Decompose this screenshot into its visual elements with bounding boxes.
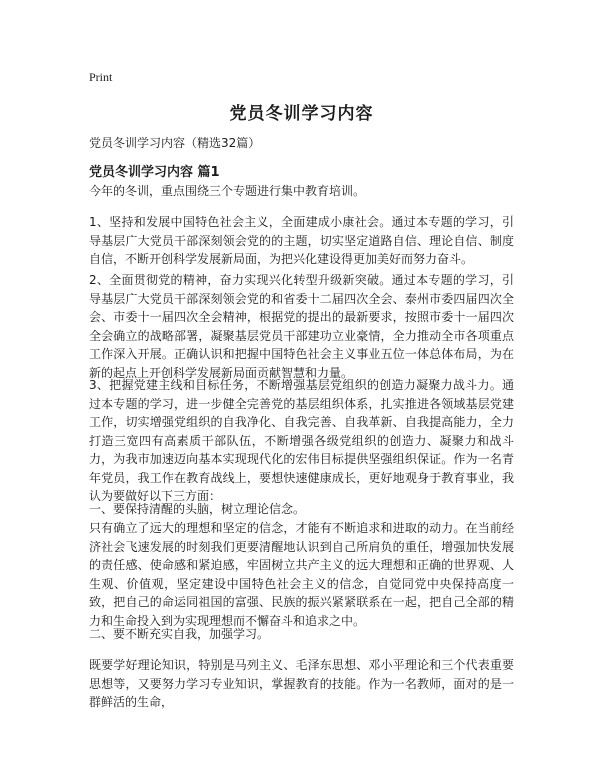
- paragraph-topic-1: 1、坚持和发展中国特色社会主义，全面建成小康社会。通过本专题的学习，引导基层广大党员干部深刻领会党的的主题，切实坚定道路自信、理论自信、制度自信，不断开创科学发展新局面，为把兴化建设得更加美好而努力奋斗。: [89, 215, 514, 266]
- section-heading: 党员冬训学习内容 篇1: [89, 165, 220, 180]
- subheading-learning: 二、要不断充实自我，加强学习。: [89, 627, 270, 641]
- paragraph-intro: 今年的冬训，重点围绕三个专题进行集中教育培训。: [89, 184, 366, 198]
- paragraph-topic-2: 2、全面贯彻党的精神，奋力实现兴化转型升级新突破。通过本专题的学习，引导基层广大党员干部深刻领会党的和省委十二届四次全会、泰州市委四届四次全会、市委十一届四次全会精神，根据党的提出的最新要求，按照市委十一届四次全会确立的战略部署，凝聚基层党员干部建功立业豪情，全力推动全市各项重点工作深入开展。正确认识和把握中国特色社会主义事业五位一体总体布局，为在新的起点上开创科学发展新局面贡献智慧和力量。: [89, 273, 514, 380]
- subheading-belief: 一、要保持清醒的头脑，树立理论信念。: [89, 502, 306, 516]
- page-title: 党员冬训学习内容: [229, 104, 374, 124]
- document-subtitle: 党员冬训学习内容（精选32篇）: [89, 136, 261, 150]
- paragraph-topic-3: 3、把握党建主线和目标任务，不断增强基层党组织的创造力凝聚力战斗力。通过本专题的学习，进一步健全完善党的基层组织体系，扎实推进各领域基层党建工作，切实增强党组织的自我净化、自我完善、自我革新、自我提高能力，全力打造三宽四有高素质干部队伍，不断增强各级党组织的创造力、凝聚力和战斗力，为我市加速迈向基本实现现代化的宏伟目标提供坚强组织保证。作为一名青年党员，我工作在教育战线上，要想快速健康成长，更好地观身于教育事业，我认为要做好以下三方面：: [89, 378, 514, 503]
- paragraph-belief: 只有确立了远大的理想和坚定的信念，才能有不断追求和进取的动力。在当前经济社会飞速发展的时刻我们更要清醒地认识到自己所肩负的重任，增强加快发展的责任感、使命感和紧迫感，牢固树立共产主义的远大理想和正确的世界观、人生观、价值观，坚定建设中国特色社会主义的信念，自觉同党中央保持高度一致，把自己的命运同祖国的富强、民族的振兴紧紧联系在一起，把自己全部的精力和生命投入到为实现理想而不懈奋斗和追求之中。: [89, 521, 514, 628]
- paragraph-learning: 既要学好理论知识，特别是马列主义、毛泽东思想、邓小平理论和三个代表重要思想等，又要努力学习专业知识，掌握教育的技能。作为一名教师，面对的是一群鲜活的生命，: [89, 658, 514, 709]
- print-link[interactable]: Print: [89, 70, 113, 84]
